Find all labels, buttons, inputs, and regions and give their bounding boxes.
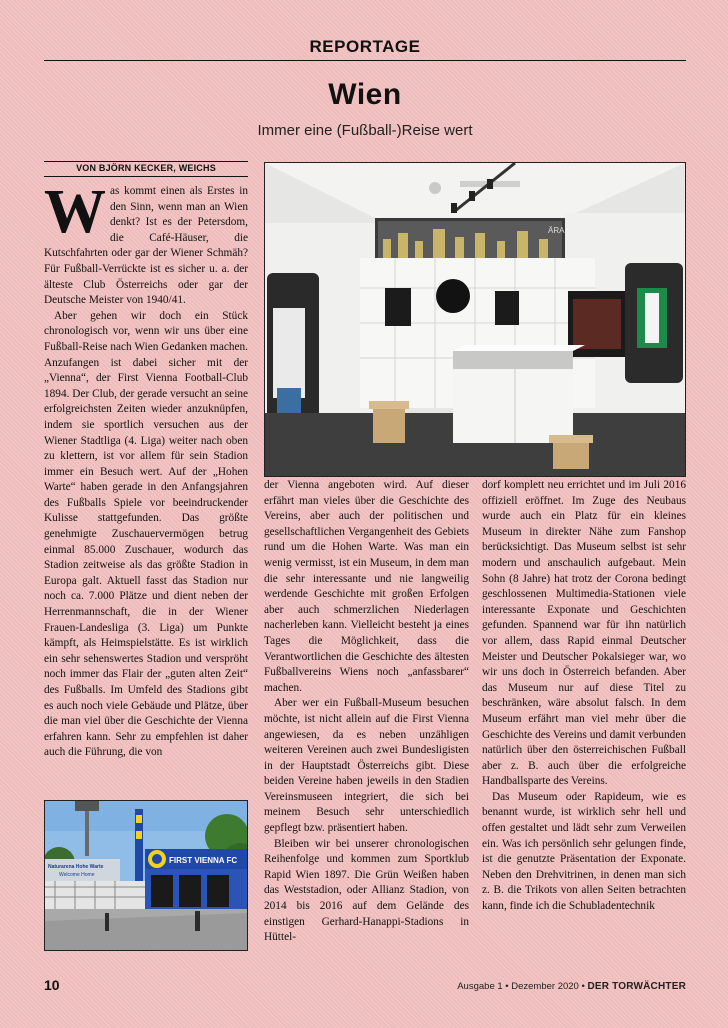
stadium-illustration xyxy=(45,801,247,950)
article-paragraph: Aber gehen wir doch ein Stück chronologisch vor, wenn wir uns über eine Fußball-Reise nach Wien Gedanken machen. Anzufangen ist dabei sicher mit der „Vienna“, der First Vienna Football-Club 1894. Der Club, der gerade versucht an seine erfolgreichsten Zeiten wieder anzuknüpfen, indem sie sportlich versuchen aus der Wiener Stadtliga (4. Liga) weiter nach oben zu klettern, ist vor allem für sein Stadion immer ein Besuch wert. Auf der „Hohen Warte“ haben gerade in den Anfangsjahren des Fußballs Spiele vor beeindruckender Kulisse stattgefunden. Das größte genehmigte Zuschauervermögen betrug einmal 85.000 Zuschauer, wodurch das Stadion zeitweise als das größte Stadion in Europa galt. Aktuell fasst das Stadion nur noch ca. 7.000 Plätze und dient neben der Herrenmannschaft, die in der Wiener Frauen-Landesliga (3. Liga) um Punkte kämpft, als Heimspielstätte. Es ist wirklich ein sehr sehenswertes Stadion und verspröht noch immer das Flair der „guten alten Zeit“ des Fußballs. Im Umfeld des Stadions gibt es auch noch viele Gebäude und Plätze, über die man viel über die Geschichte der Vienna erfahren kann. Sehr zu empfehlen ist daher auch die Führung, die von xyxy=(44,309,248,759)
subtitle: Immer eine (Fußball-)Reise wert xyxy=(257,122,473,139)
footer-issue: Ausgabe 1 • Dezember 2020 • xyxy=(457,981,585,992)
drop-cap: W xyxy=(44,184,106,246)
article-column-1 xyxy=(44,184,248,794)
page-number: 10 xyxy=(44,977,60,993)
top-rule xyxy=(44,60,686,61)
museum-photo xyxy=(264,162,686,477)
byline: VON BJÖRN KECKER, WEICHS xyxy=(76,163,216,173)
byline-rule-bottom xyxy=(44,176,248,177)
article-paragraph: Bleiben wir bei unserer chronologischen Reihenfolge und kommen zum Sportklub Rapid Wien 1897. Die Grün Weißen haben das Weststadion, oder Allianz Stadion, von 2014 bis 2016 auf dem Gelände des einstigen Gerhard-Hanappi-Stadions in Hüttel- xyxy=(264,837,469,944)
article-column-3 xyxy=(482,478,686,952)
svg-text:Naturarena Hohe Warte: Naturarena Hohe Warte xyxy=(48,864,104,870)
article-paragraph: Das Museum oder Rapideum, wie es benannt wurde, ist wirklich sehr hell und offen gestaltet und lädt sehr zum Verweilen ein. Was ich persönlich sehr gelungen finde, ist die genutzte Präsentation der Exponate. Neben den Drehvitrinen, in denen man sich z. B. die Trikots von allen Seiten betrachten kann, finde ich die Schubladentechnik xyxy=(482,790,686,913)
footer xyxy=(457,981,686,992)
byline-rule-top xyxy=(44,161,248,162)
article-paragraph: dorf komplett neu errichtet und im Juli 2016 offiziell eröffnet. Im Zuge des Neubaus wurde auch ein Platz für ein kleines Museum in direkter Nähe zum Fanshop berücksichtigt. Das Museum selbst ist sehr modern und anschaulich aufgebaut. Mein Sohn (8 Jahre) hat trotz der Corona bedingt geschlossenen Multimedia-Stationen viele interessante Exponate und Geschichten gefunden. Spannend war für ihn natürlich vor allem, dass Rapid einmal Deutscher Meister und Deutscher Pokalsieger war, wo wir uns doch in Österreich befanden. Aber das Museum nur auf diese Titel zu beschränken, wäre absolut falsch. In dem Museum erfährt man viel mehr über die Geschichte des Vereins und damit verbunden natürlich über den österreichischen Fußball aber z. B. auch über die erfolgreiche Handballsparte des Vereins. xyxy=(482,479,686,788)
svg-text:Welcome Home: Welcome Home xyxy=(59,872,95,878)
museum-illustration xyxy=(265,163,685,476)
headline: Wien xyxy=(328,78,402,111)
article-paragraph: der Vienna angeboten wird. Auf dieser erfährt man vieles über die Geschichte des Vereins, aber auch der politischen und gesellschaftlichen Vergangenheit des Gebiets rund um die Hohen Warte. Was man ein wenig vermisst, ist ein Museum, in dem man die sehr interessante und nie langweilig werdende Geschichte mit großen Erfolgen aber auch schmerzlichen Niederlagen nacherleben kann. Vielleicht besteht ja eines Tages die Möglichkeit, dass die Verantwortlichen die Geschichte des ältesten Fußballvereins Wiens noch „anfassbarer“ machen. xyxy=(264,479,469,694)
article-paragraph: Was kommt einen als Erstes in den Sinn, wenn man an Wien denkt? Ist es der Petersdom, die Café-Häuser, die Kutschfahrten oder gar der Wiener Schmäh? Für Fußball-Verrückte ist es sicher u. a. der älteste Club Österreichs oder gar der Deutsche Meister von 1940/41. xyxy=(44,184,248,307)
footer-brand: DER TORWÄCHTER xyxy=(587,981,686,992)
section-title: REPORTAGE xyxy=(309,37,421,56)
svg-text:FIRST VIENNA FC: FIRST VIENNA FC xyxy=(169,856,238,865)
svg-text:ÄRA: ÄRA xyxy=(548,226,565,235)
article-column-2 xyxy=(264,478,469,952)
article-paragraph: Aber wer ein Fußball-Museum besuchen möchte, ist nicht allein auf die First Vienna angewiesen, da es neben unzähligen weiteren Vereinen auch zwei Bundesligisten in der Hauptstadt Österreichs gibt. Diese beiden Vereine haben jeweils in den Stadien Vereinsmuseen integriert, die sich bei meinem Besuch sehr unterschiedlich gepflegt bzw. präsentiert haben. xyxy=(264,697,469,835)
stadium-photo xyxy=(44,800,248,951)
